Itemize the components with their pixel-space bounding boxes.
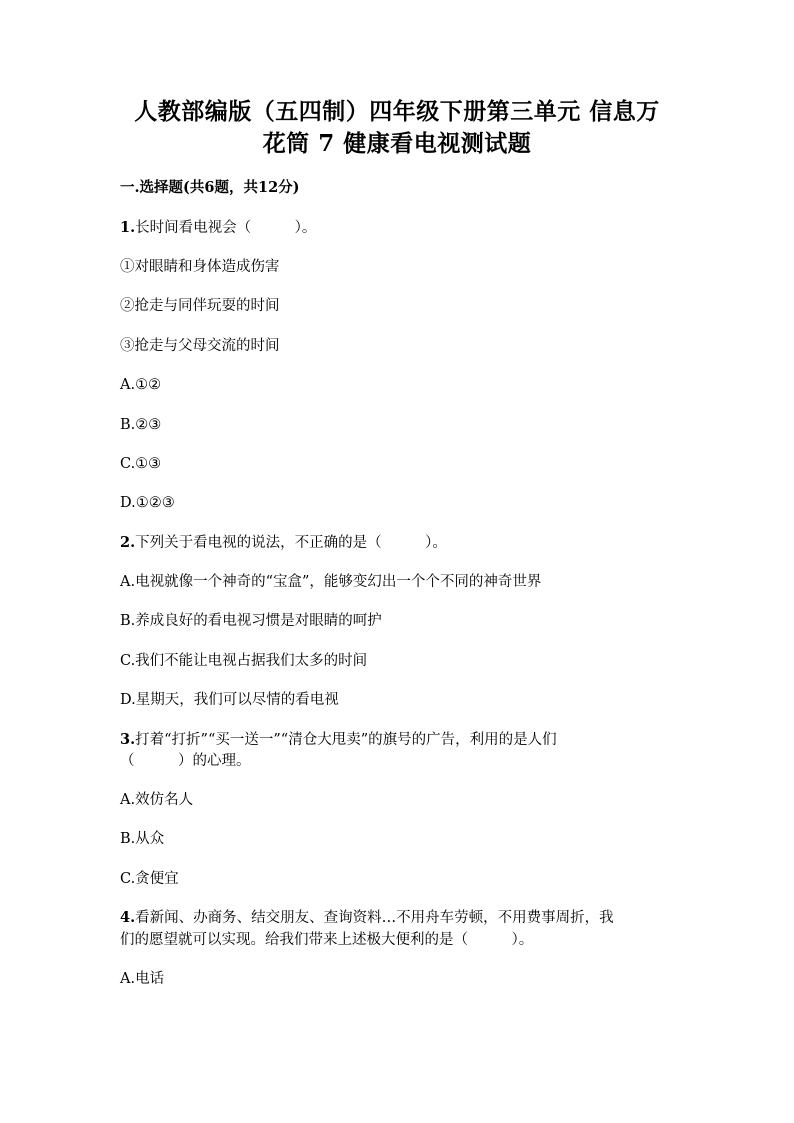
question-number: 4. <box>120 909 136 926</box>
option-c: C.贪便宜 <box>120 871 179 887</box>
option-a: A.效仿名人 <box>120 792 194 808</box>
statement-3: ③抢走与父母交流的时间 <box>120 338 280 354</box>
question-4-line-2: 们的愿望就可以实现。给我们带来上述极大便利的是（ ）。 <box>120 932 534 948</box>
question-text-line-1: 看新闻、办商务、结交朋友、查询资料…不用舟车劳顿，不用费事周折，我 <box>135 910 614 926</box>
option-b: B.养成良好的看电视习惯是对眼睛的呵护 <box>120 613 382 629</box>
question-3 <box>120 729 680 751</box>
question-number: 2. <box>120 534 136 551</box>
option-a: A.电话 <box>120 971 165 987</box>
option-a: A.电视就像一个神奇的“宝盒”，能够变幻出一个个不同的神奇世界 <box>120 574 542 590</box>
statement-1: ①对眼睛和身体造成伤害 <box>120 259 280 275</box>
question-number: 3. <box>120 731 136 748</box>
option-b: B.从众 <box>120 831 165 847</box>
question-text: 长时间看电视会（ ）。 <box>135 220 317 236</box>
section-heading: 一.选择题(共6题，共12分) <box>120 179 300 196</box>
option-d: D.①②③ <box>120 495 175 511</box>
question-2 <box>120 532 680 554</box>
question-1 <box>120 217 680 239</box>
statement-2: ②抢走与同伴玩耍的时间 <box>120 298 280 314</box>
option-a: A.①② <box>120 377 162 393</box>
option-c: C.我们不能让电视占据我们太多的时间 <box>120 653 368 669</box>
question-3-line-2: （ ）的心理。 <box>120 753 251 769</box>
question-text: 下列关于看电视的说法，不正确的是（ ）。 <box>135 535 447 551</box>
question-number: 1. <box>120 219 136 236</box>
page-title-line-1: 人教部编版（五四制）四年级下册第三单元 信息万 <box>134 98 660 125</box>
question-4 <box>120 907 680 929</box>
option-b: B.②③ <box>120 417 162 433</box>
option-c: C.①③ <box>120 456 162 472</box>
question-text-line-1: 打着“打折”“买一送一”“清仓大甩卖”的旗号的广告，利用的是人们 <box>135 732 557 748</box>
page-title-line-2: 花筒 7 健康看电视测试题 <box>262 130 532 157</box>
option-d: D.星期天，我们可以尽情的看电视 <box>120 692 339 708</box>
